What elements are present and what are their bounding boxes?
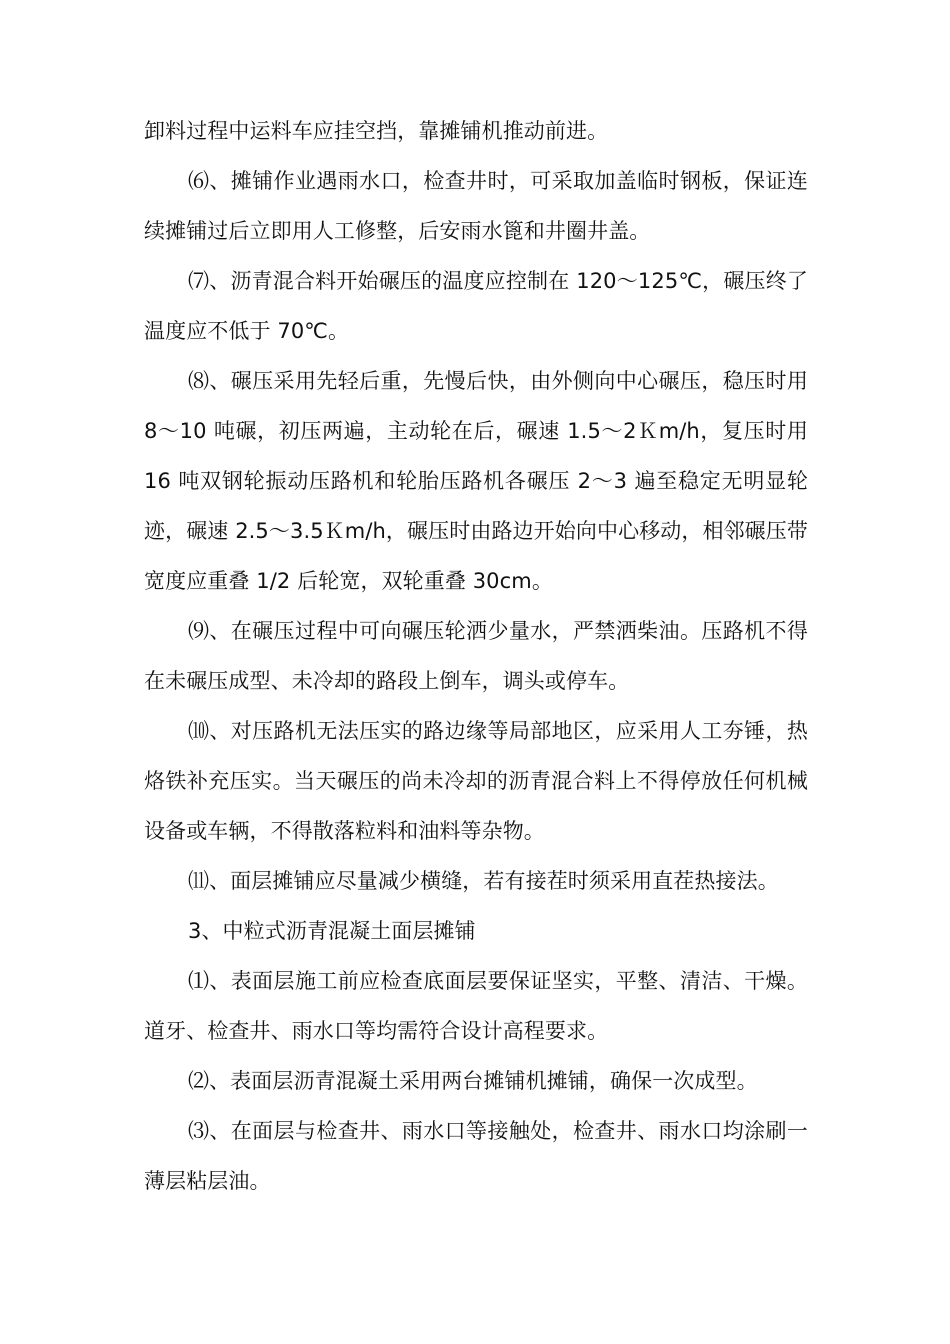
paragraph-item-7: ⑺、沥青混合料开始碾压的温度应控制在 120～125℃，碾压终了温度应不低于 70℃。 bbox=[144, 269, 808, 343]
paragraph-item-8: ⑻、碾压采用先轻后重，先慢后快，由外侧向中心碾压，稳压时用 8～10 吨碾，初压两遍，主动轮在后，碾速 1.5～2Ｋm/h，复压时用 16 吨双钢轮振动压路机和轮胎压路机各碾压 2～3 遍至稳定无明显轮迹，碾速 2.5～3.5Ｋm/h，碾压时由路边开始向中心移动，相邻碾压带宽度应重叠 1/2 后轮宽，双轮重叠 30cm。 bbox=[144, 369, 808, 593]
paragraph-sub-2: ⑵、表面层沥青混凝土采用两台摊铺机摊铺，确保一次成型。 bbox=[188, 1069, 758, 1093]
paragraph-item-11: ⑾、面层摊铺应尽量减少横缝，若有接茬时须采用直茬热接法。 bbox=[188, 869, 779, 893]
paragraph-unloading: 卸料过程中运料车应挂空挡，靠摊铺机推动前进。 bbox=[144, 119, 609, 143]
paragraph-item-9: ⑼、在碾压过程中可向碾压轮洒少量水，严禁洒柴油。压路机不得在未碾压成型、未冷却的路段上倒车，调头或停车。 bbox=[144, 619, 808, 693]
paragraph-item-6: ⑹、摊铺作业遇雨水口，检查井时，可采取加盖临时钢板，保证连续摊铺过后立即用人工修整，后安雨水篦和井圈井盖。 bbox=[144, 169, 808, 243]
paragraph-item-10: ⑽、对压路机无法压实的路边缘等局部地区，应采用人工夯锤，热烙铁补充压实。当天碾压的尚未冷却的沥青混合料上不得停放任何机械设备或车辆，不得散落粒料和油料等杂物。 bbox=[144, 719, 808, 843]
paragraph-sub-3: ⑶、在面层与检查井、雨水口等接触处，检查井、雨水口均涂刷一薄层粘层油。 bbox=[144, 1119, 808, 1193]
paragraph-sub-1: ⑴、表面层施工前应检查底面层要保证坚实，平整、清洁、干燥。道牙、检查井、雨水口等均需符合设计高程要求。 bbox=[144, 969, 808, 1043]
section-heading-3: 3、中粒式沥青混凝土面层摊铺 bbox=[188, 919, 476, 943]
document-body bbox=[144, 106, 808, 1206]
